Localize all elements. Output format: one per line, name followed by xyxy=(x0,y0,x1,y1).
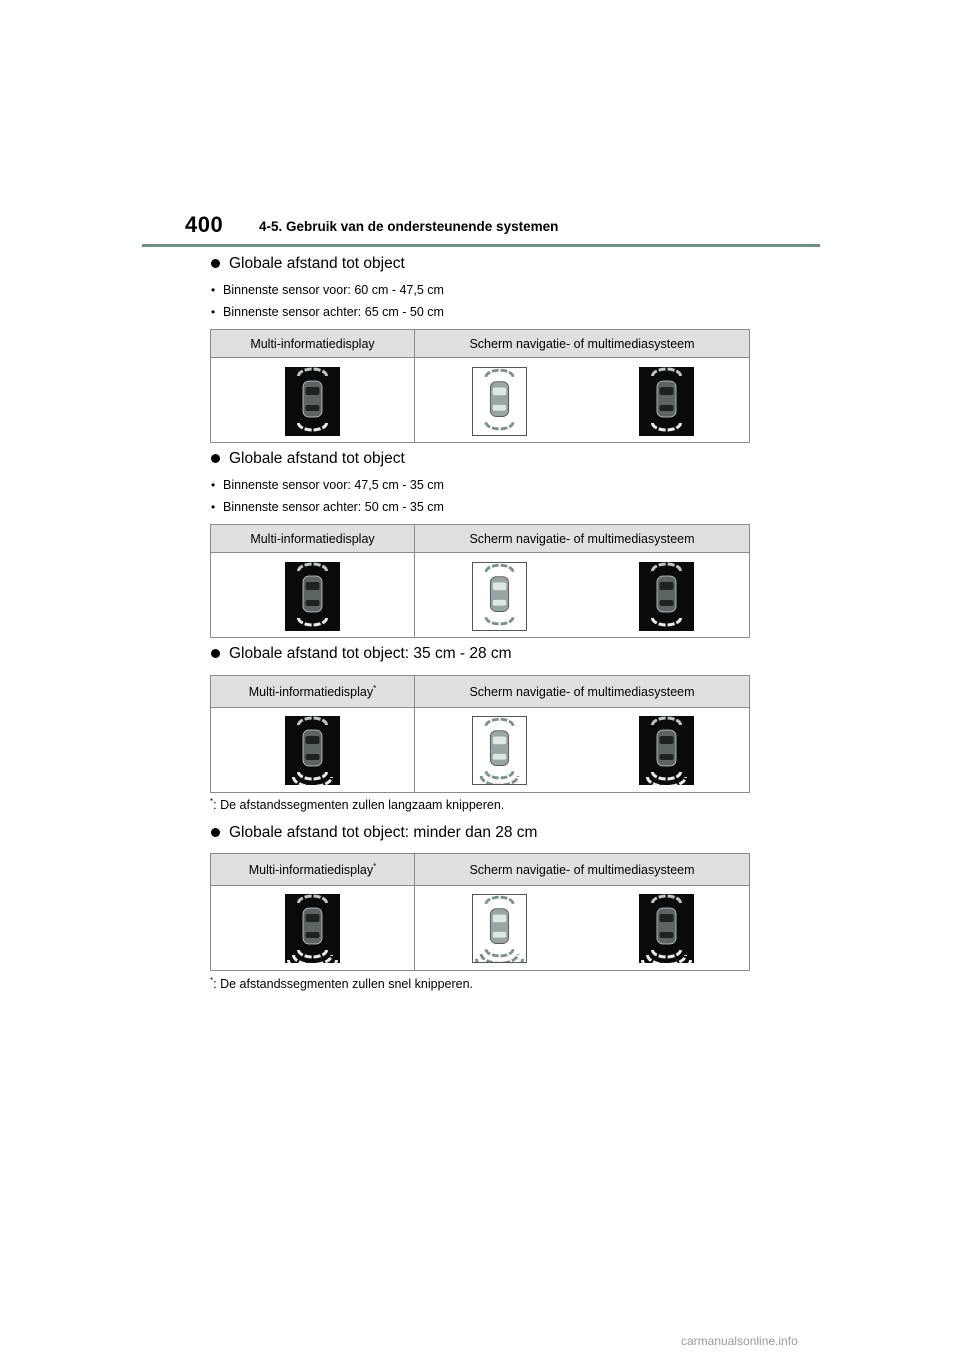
table-header-multi-info: Multi-informatiedisplay xyxy=(211,330,415,358)
footnote: *: De afstandssegmenten zullen snel knipperen. xyxy=(210,976,474,992)
parking-sensor-display-icon xyxy=(285,894,340,963)
list-item: • Binnenste sensor voor: 47,5 cm - 35 cm xyxy=(211,478,444,492)
navigation-image-cell xyxy=(415,553,750,638)
table-header-navigation: Scherm navigatie- of multimediasysteem xyxy=(415,525,750,553)
section-1 xyxy=(210,255,750,320)
watermark: carmanualsonline.info xyxy=(681,1334,798,1348)
section-3 xyxy=(210,645,750,663)
parking-sensor-navigation-icon xyxy=(472,562,527,631)
list-item: • Binnenste sensor voor: 60 cm - 47,5 cm xyxy=(211,283,444,297)
header-rule xyxy=(142,244,820,247)
page-number: 400 xyxy=(185,212,224,237)
parking-sensor-navigation-icon xyxy=(472,367,527,436)
list-item: • Binnenste sensor achter: 50 cm - 35 cm xyxy=(211,500,444,514)
table-header-navigation: Scherm navigatie- of multimediasysteem xyxy=(415,854,750,886)
parking-sensor-display-icon xyxy=(285,367,340,436)
page-header xyxy=(185,212,825,246)
parking-sensor-display-icon xyxy=(639,716,694,785)
list-item: • Binnenste sensor achter: 65 cm - 50 cm xyxy=(211,305,444,319)
section-heading: Globale afstand tot object xyxy=(210,450,750,468)
navigation-image-cell xyxy=(415,886,750,971)
footnote: *: De afstandssegmenten zullen langzaam knipperen. xyxy=(210,797,505,813)
table-header-multi-info: Multi-informatiedisplay* xyxy=(211,854,415,886)
parking-sensor-navigation-icon xyxy=(472,894,527,963)
parking-sensor-display-icon xyxy=(639,562,694,631)
navigation-image-cell xyxy=(415,358,750,443)
table-header-navigation: Scherm navigatie- of multimediasysteem xyxy=(415,330,750,358)
section-2 xyxy=(210,450,750,515)
parking-sensor-display-icon xyxy=(285,562,340,631)
section-4 xyxy=(210,824,750,842)
navigation-image-cell xyxy=(415,708,750,793)
parking-sensor-display-icon xyxy=(639,894,694,963)
section-heading: Globale afstand tot object xyxy=(210,255,750,273)
table-header-multi-info: Multi-informatiedisplay* xyxy=(211,676,415,708)
table-header-navigation: Scherm navigatie- of multimediasysteem xyxy=(415,676,750,708)
parking-sensor-display-icon xyxy=(639,367,694,436)
table-header-multi-info: Multi-informatiedisplay xyxy=(211,525,415,553)
parking-sensor-display-icon xyxy=(285,716,340,785)
section-title: 4-5. Gebruik van de ondersteunende systemen xyxy=(259,219,559,234)
parking-sensor-navigation-icon xyxy=(472,716,527,785)
section-heading: Globale afstand tot object: minder dan 28 cm xyxy=(210,824,750,842)
section-heading: Globale afstand tot object: 35 cm - 28 cm xyxy=(210,645,750,663)
